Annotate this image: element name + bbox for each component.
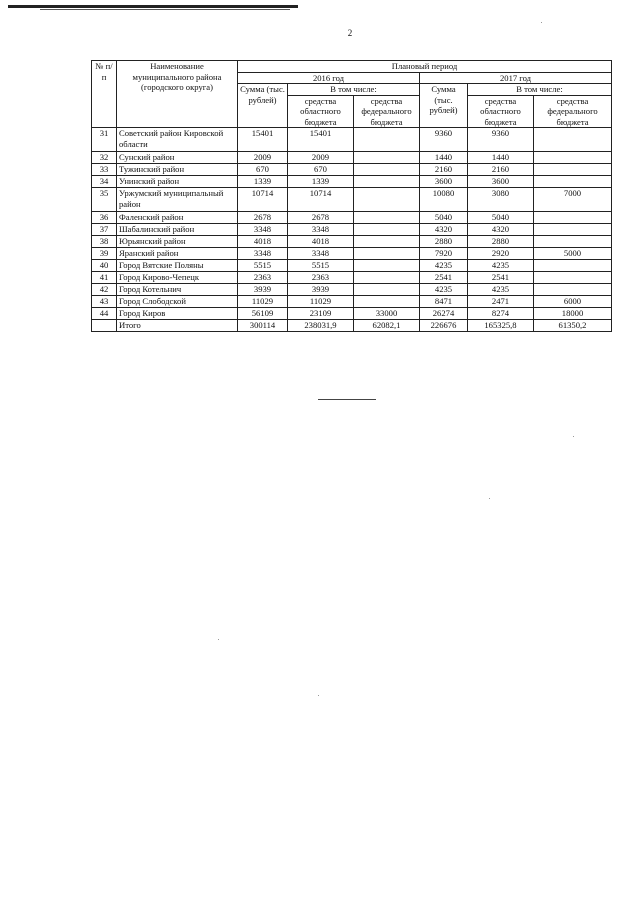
table-row <box>92 272 612 284</box>
cell-name: Унинский район <box>117 176 238 188</box>
scan-speck <box>489 498 490 499</box>
cell-num: 31 <box>92 128 117 152</box>
cell-num: 35 <box>92 188 117 212</box>
cell-federal-2016 <box>354 176 420 188</box>
cell-num: 44 <box>92 308 117 320</box>
cell-sum-2017: 26274 <box>420 308 468 320</box>
cell-federal-2017 <box>534 272 612 284</box>
table-row <box>92 224 612 236</box>
cell-name: Уржумский муниципальный район <box>117 188 238 212</box>
cell-sum-2016: 3348 <box>238 248 288 260</box>
cell-name: Итого <box>117 320 238 332</box>
cell-num: 41 <box>92 272 117 284</box>
cell-sum-2017: 4320 <box>420 224 468 236</box>
scan-speck <box>318 695 319 696</box>
cell-sum-2017: 7920 <box>420 248 468 260</box>
total-row <box>92 320 612 332</box>
scan-speck <box>541 22 542 23</box>
table-row <box>92 152 612 164</box>
cell-federal-2017: 7000 <box>534 188 612 212</box>
scan-artifact-bar <box>8 5 298 8</box>
cell-num: 43 <box>92 296 117 308</box>
cell-sum-2017: 4235 <box>420 260 468 272</box>
table-row <box>92 128 612 152</box>
cell-name: Город Вятские Поляны <box>117 260 238 272</box>
cell-regional-2017: 2880 <box>468 236 534 248</box>
cell-sum-2017: 8471 <box>420 296 468 308</box>
cell-federal-2016 <box>354 272 420 284</box>
page-number: 2 <box>347 28 353 38</box>
table-body <box>92 128 612 332</box>
cell-sum-2017: 1440 <box>420 152 468 164</box>
cell-regional-2016: 4018 <box>288 236 354 248</box>
cell-federal-2017 <box>534 260 612 272</box>
cell-federal-2017: 5000 <box>534 248 612 260</box>
cell-federal-2016 <box>354 164 420 176</box>
header-sum-2016: Сумма (тыс. рублей) <box>238 84 288 128</box>
cell-name: Сунский район <box>117 152 238 164</box>
cell-regional-2016: 2009 <box>288 152 354 164</box>
header-year-2017: 2017 год <box>420 72 612 84</box>
table-row <box>92 296 612 308</box>
cell-sum-2017: 2541 <box>420 272 468 284</box>
cell-federal-2016 <box>354 212 420 224</box>
table-row <box>92 164 612 176</box>
closing-line <box>318 399 376 400</box>
cell-federal-2016: 62082,1 <box>354 320 420 332</box>
header-year-2016: 2016 год <box>238 72 420 84</box>
header-including-2017: В том числе: <box>468 84 612 96</box>
cell-regional-2016: 1339 <box>288 176 354 188</box>
cell-sum-2016: 300114 <box>238 320 288 332</box>
header-regional-2016: средства областного бюджета <box>288 95 354 128</box>
cell-name: Юрьянский район <box>117 236 238 248</box>
cell-regional-2017: 5040 <box>468 212 534 224</box>
cell-sum-2017: 9360 <box>420 128 468 152</box>
header-name: Наименование муниципального района (городского округа) <box>117 61 238 128</box>
cell-sum-2016: 4018 <box>238 236 288 248</box>
cell-regional-2017: 4235 <box>468 284 534 296</box>
header-including-2016: В том числе: <box>288 84 420 96</box>
cell-sum-2016: 56109 <box>238 308 288 320</box>
cell-regional-2017: 2160 <box>468 164 534 176</box>
scan-speck <box>573 436 574 437</box>
cell-regional-2017: 165325,8 <box>468 320 534 332</box>
cell-sum-2017: 4235 <box>420 284 468 296</box>
cell-sum-2017: 3600 <box>420 176 468 188</box>
header-federal-2016: средства федерального бюджета <box>354 95 420 128</box>
cell-name: Город Киров <box>117 308 238 320</box>
header-planned-period: Плановый период <box>238 61 612 73</box>
cell-regional-2017: 2920 <box>468 248 534 260</box>
cell-name: Город Слободской <box>117 296 238 308</box>
cell-regional-2016: 3939 <box>288 284 354 296</box>
cell-sum-2016: 3348 <box>238 224 288 236</box>
cell-num: 32 <box>92 152 117 164</box>
cell-sum-2016: 2678 <box>238 212 288 224</box>
cell-sum-2016: 2009 <box>238 152 288 164</box>
cell-sum-2016: 5515 <box>238 260 288 272</box>
cell-regional-2016: 2678 <box>288 212 354 224</box>
cell-federal-2016 <box>354 260 420 272</box>
cell-regional-2017: 4235 <box>468 260 534 272</box>
header-federal-2017: средства федерального бюджета <box>534 95 612 128</box>
cell-sum-2017: 226676 <box>420 320 468 332</box>
cell-num: 38 <box>92 236 117 248</box>
cell-sum-2016: 15401 <box>238 128 288 152</box>
cell-sum-2016: 3939 <box>238 284 288 296</box>
table-row <box>92 308 612 320</box>
cell-name: Фаленский район <box>117 212 238 224</box>
cell-federal-2017 <box>534 128 612 152</box>
cell-name: Советский район Кировской области <box>117 128 238 152</box>
cell-federal-2016 <box>354 296 420 308</box>
cell-num: 34 <box>92 176 117 188</box>
cell-regional-2016: 238031,9 <box>288 320 354 332</box>
cell-federal-2017 <box>534 284 612 296</box>
cell-regional-2017: 2471 <box>468 296 534 308</box>
cell-num: 39 <box>92 248 117 260</box>
cell-sum-2017: 2160 <box>420 164 468 176</box>
cell-name: Яранский район <box>117 248 238 260</box>
cell-regional-2016: 3348 <box>288 248 354 260</box>
scan-artifact-line <box>40 9 290 10</box>
cell-regional-2016: 23109 <box>288 308 354 320</box>
cell-num: 40 <box>92 260 117 272</box>
cell-num <box>92 320 117 332</box>
table-row <box>92 236 612 248</box>
cell-federal-2017: 61350,2 <box>534 320 612 332</box>
cell-federal-2017: 18000 <box>534 308 612 320</box>
cell-federal-2017: 6000 <box>534 296 612 308</box>
cell-sum-2017: 2880 <box>420 236 468 248</box>
cell-regional-2017: 3600 <box>468 176 534 188</box>
scan-speck <box>218 639 219 640</box>
cell-regional-2016: 3348 <box>288 224 354 236</box>
cell-num: 42 <box>92 284 117 296</box>
cell-num: 37 <box>92 224 117 236</box>
table-row <box>92 176 612 188</box>
cell-name: Город Котельнич <box>117 284 238 296</box>
cell-sum-2016: 2363 <box>238 272 288 284</box>
header-num: № п/п <box>92 61 117 128</box>
cell-federal-2017 <box>534 212 612 224</box>
cell-federal-2016 <box>354 284 420 296</box>
cell-regional-2017: 4320 <box>468 224 534 236</box>
cell-federal-2016 <box>354 248 420 260</box>
cell-regional-2016: 2363 <box>288 272 354 284</box>
cell-regional-2016: 670 <box>288 164 354 176</box>
cell-federal-2016: 33000 <box>354 308 420 320</box>
cell-regional-2017: 8274 <box>468 308 534 320</box>
cell-name: Город Кирово-Чепецк <box>117 272 238 284</box>
cell-sum-2016: 10714 <box>238 188 288 212</box>
cell-name: Шабалинский район <box>117 224 238 236</box>
cell-regional-2017: 9360 <box>468 128 534 152</box>
cell-num: 33 <box>92 164 117 176</box>
cell-sum-2017: 10080 <box>420 188 468 212</box>
cell-regional-2017: 2541 <box>468 272 534 284</box>
cell-regional-2017: 1440 <box>468 152 534 164</box>
cell-federal-2017 <box>534 224 612 236</box>
header-sum-2017: Сумма (тыс. рублей) <box>420 84 468 128</box>
cell-regional-2016: 5515 <box>288 260 354 272</box>
budget-table <box>91 60 612 332</box>
cell-federal-2016 <box>354 224 420 236</box>
cell-regional-2016: 11029 <box>288 296 354 308</box>
cell-federal-2016 <box>354 236 420 248</box>
table-row <box>92 260 612 272</box>
cell-regional-2016: 15401 <box>288 128 354 152</box>
header-regional-2017: средства областного бюджета <box>468 95 534 128</box>
cell-sum-2016: 670 <box>238 164 288 176</box>
cell-regional-2017: 3080 <box>468 188 534 212</box>
table-row <box>92 248 612 260</box>
table-row <box>92 284 612 296</box>
cell-federal-2017 <box>534 236 612 248</box>
cell-federal-2017 <box>534 164 612 176</box>
cell-name: Тужинский район <box>117 164 238 176</box>
cell-num: 36 <box>92 212 117 224</box>
cell-federal-2016 <box>354 128 420 152</box>
cell-sum-2016: 1339 <box>238 176 288 188</box>
cell-federal-2017 <box>534 176 612 188</box>
cell-federal-2017 <box>534 152 612 164</box>
cell-federal-2016 <box>354 188 420 212</box>
cell-sum-2016: 11029 <box>238 296 288 308</box>
table-row <box>92 212 612 224</box>
cell-federal-2016 <box>354 152 420 164</box>
cell-sum-2017: 5040 <box>420 212 468 224</box>
table-row <box>92 188 612 212</box>
cell-regional-2016: 10714 <box>288 188 354 212</box>
